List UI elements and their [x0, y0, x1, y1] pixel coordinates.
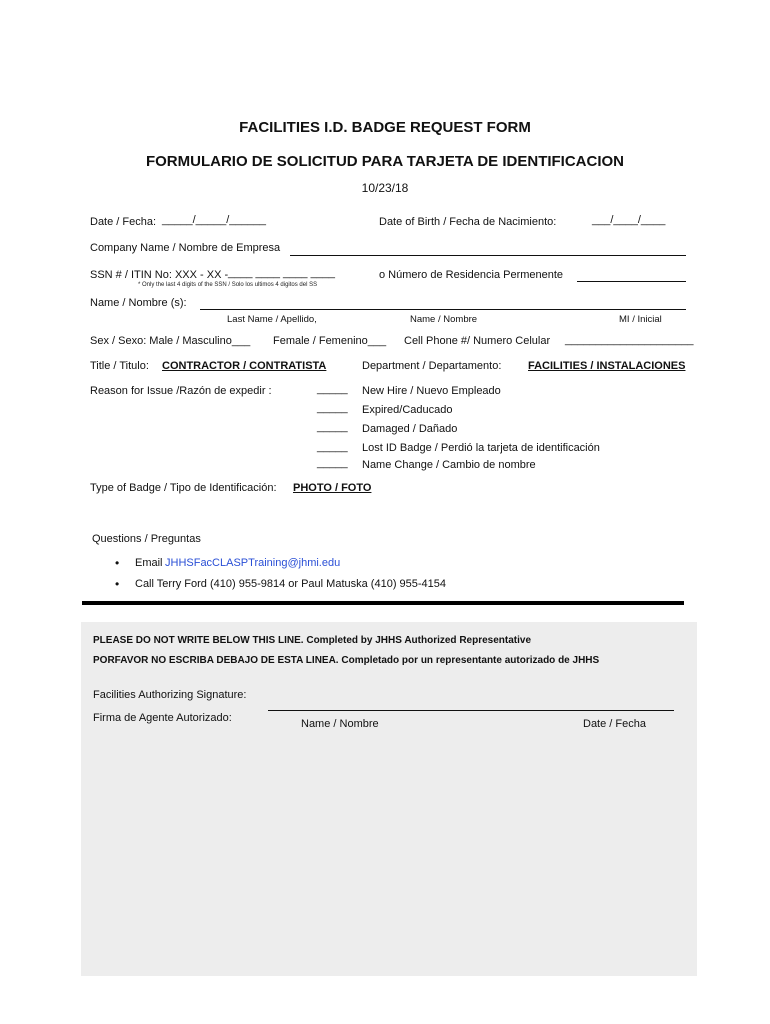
- company-name-field[interactable]: [290, 255, 686, 256]
- female-label[interactable]: Female / Femenino___: [273, 335, 387, 347]
- department-value: FACILITIES / INSTALACIONES: [528, 360, 686, 372]
- cell-phone-label: Cell Phone #/ Numero Celular: [404, 335, 551, 347]
- department-label: Department / Departamento:: [362, 360, 502, 372]
- residence-label: o Número de Residencia Permenente: [379, 269, 564, 281]
- call-contacts: Call Terry Ford (410) 955-9814 or Paul Matuska (410) 955-4154: [135, 578, 447, 590]
- reason-lost: Lost ID Badge / Perdió la tarjeta de identificación: [362, 442, 600, 454]
- reason-expired: Expired/Caducado: [362, 404, 453, 416]
- signature-label-english: Facilities Authorizing Signature:: [93, 689, 247, 701]
- reason-damaged: Damaged / Dañado: [362, 423, 458, 435]
- office-use-area: [81, 622, 697, 976]
- title-value: CONTRACTOR / CONTRATISTA: [162, 360, 327, 372]
- signature-label-spanish: Firma de Agente Autorizado:: [93, 712, 232, 724]
- questions-heading: Questions / Preguntas: [92, 533, 201, 545]
- reason-checkbox-damaged[interactable]: _____: [317, 421, 348, 433]
- reason-label: Reason for Issue /Razón de expedir :: [90, 385, 272, 397]
- ssn-note: * Only the last 4 digits of the SSN / Solo los ultimos 4 digitos del SS: [138, 282, 318, 288]
- office-notice-en-rest: Completed by JHHS Authorized Representative: [306, 635, 532, 646]
- office-notice-es-rest: Completado por un representante autorizado de JHHS: [341, 655, 600, 666]
- office-notice-es: [93, 655, 599, 666]
- dob-label: Date of Birth / Fecha de Nacimiento:: [379, 216, 557, 228]
- signature-date-caption: Date / Fecha: [583, 718, 646, 730]
- form-title-spanish: FORMULARIO DE SOLICITUD PARA TARJETA DE IDENTIFICACION: [145, 153, 625, 170]
- ssn-label: SSN # / ITIN No: XXX - XX -: [90, 269, 229, 281]
- bullet-icon: •: [115, 556, 120, 570]
- date-label: Date / Fecha:: [90, 216, 157, 228]
- badge-type-label: Type of Badge / Tipo de Identificación:: [90, 482, 277, 494]
- name-field[interactable]: [200, 309, 686, 310]
- reason-checkbox-new-hire[interactable]: _____: [317, 383, 348, 395]
- reason-checkbox-lost[interactable]: _____: [317, 441, 348, 453]
- badge-type-value: PHOTO / FOTO: [293, 482, 372, 494]
- office-notice-en-bold: PLEASE DO NOT WRITE BELOW THIS LINE.: [93, 635, 304, 646]
- cell-phone-blank[interactable]: _____________________: [565, 334, 694, 346]
- reason-new-hire: New Hire / Nuevo Empleado: [362, 385, 501, 397]
- ssn-blank[interactable]: ____ ____ ____ ____: [228, 267, 336, 279]
- form-version-date: 10/23/18: [361, 181, 409, 195]
- email-prefix: Email: [135, 557, 163, 569]
- reason-name-change: Name Change / Cambio de nombre: [362, 459, 536, 471]
- sex-label[interactable]: Sex / Sexo: Male / Masculino___: [90, 335, 251, 347]
- office-notice-es-bold: PORFAVOR NO ESCRIBA DEBAJO DE ESTA LINEA.: [93, 655, 339, 666]
- title-label: Title / Titulo:: [90, 360, 149, 372]
- signature-name-caption: Name / Nombre: [301, 718, 379, 730]
- reason-checkbox-expired[interactable]: _____: [317, 402, 348, 414]
- residence-number-field[interactable]: [577, 281, 686, 282]
- first-name-caption: Name / Nombre: [410, 314, 478, 325]
- email-link[interactable]: JHHSFacCLASPTraining@jhmi.edu: [165, 557, 341, 569]
- bullet-icon: •: [115, 577, 120, 591]
- office-notice-en: [93, 635, 531, 646]
- signature-field[interactable]: [268, 710, 674, 711]
- mi-caption: MI / Inicial: [619, 314, 662, 325]
- reason-checkbox-name-change[interactable]: _____: [317, 457, 348, 469]
- form-title-english: FACILITIES I.D. BADGE REQUEST FORM: [239, 119, 531, 136]
- date-blank[interactable]: _____/_____/______: [162, 214, 266, 226]
- dob-blank[interactable]: ___/____/____: [592, 214, 666, 226]
- company-label: Company Name / Nombre de Empresa: [90, 242, 281, 254]
- name-label: Name / Nombre (s):: [90, 297, 187, 309]
- do-not-write-divider: [82, 601, 684, 605]
- last-name-caption: Last Name / Apellido,: [227, 314, 317, 325]
